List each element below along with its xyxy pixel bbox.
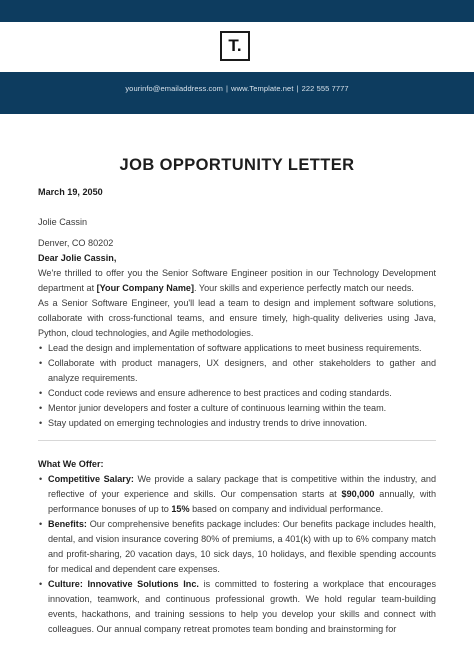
salutation: Dear Jolie Cassin, xyxy=(38,253,117,263)
intro-text-end: . Your skills and experience perfectly match our needs. xyxy=(194,283,414,293)
offers-list xyxy=(38,472,436,637)
bonus-percent: 15% xyxy=(171,504,190,514)
company-placeholder: [Your Company Name] xyxy=(96,283,194,293)
list-item: • Collaborate with product managers, UX designers, and other stakeholders to gather and analyze requirements. xyxy=(38,356,436,386)
offer-label: Benefits: xyxy=(48,519,87,529)
offer-item-benefits xyxy=(38,517,436,577)
offer-label: Culture: xyxy=(48,579,83,589)
list-item: • Stay updated on emerging technologies and industry trends to drive innovation. xyxy=(38,416,436,431)
letter-body xyxy=(38,185,436,637)
section-divider xyxy=(38,440,436,441)
offer-label: Competitive Salary: xyxy=(48,474,134,484)
list-item: • Conduct code reviews and ensure adherence to best practices and coding standards. xyxy=(38,386,436,401)
intro-paragraph xyxy=(38,266,436,296)
offer-text: Our comprehensive benefits package includes: Our benefits package includes health, dental, and vision insurance covering 80% of premiums, a 401(k) with up to 6% company match and profit-sharing, 20 vacation days, 10 sick days, 10 holidays, and flexible spending accounts for medical and dependent care expenses. xyxy=(48,519,436,574)
recipient-address: Denver, CO 80202 xyxy=(38,238,114,248)
list-item: • Lead the design and implementation of software applications to meet business requirements. xyxy=(38,341,436,356)
salary-amount: $90,000 xyxy=(341,489,375,499)
offer-text: annually, with performance bonuses of up to xyxy=(48,489,436,514)
role-paragraph: As a Senior Software Engineer, you'll lead a team to design and implement software solutions, collaborate with cross-functional teams, and ensure timely, high-quality deliveries using Java, Python, cloud technologies, and Agile methodologies. xyxy=(38,298,436,338)
contact-line xyxy=(0,84,474,93)
contact-separator: | xyxy=(225,84,229,93)
list-item: • Mentor junior developers and foster a culture of continuous learning within the team. xyxy=(38,401,436,416)
offer-item-salary xyxy=(38,472,436,517)
offer-text: based on company and individual performance. xyxy=(189,504,384,514)
company-name: Innovative Solutions Inc. xyxy=(82,579,199,589)
intro-text: We're thrilled to offer you the Senior Software Engineer position in our Technology Development department at xyxy=(38,268,436,293)
company-logo: T. xyxy=(220,31,250,61)
responsibilities-list xyxy=(38,341,436,431)
recipient-name: Jolie Cassin xyxy=(38,217,88,227)
offer-text: is committed to fostering a workplace that encourages innovation, teamwork, and continuous professional growth. We hold regular team-building events, hackathons, and training sessions to help you develop your skills and connect with colleagues. Our annual company retreat promotes team bonding and brainstorming for xyxy=(48,579,436,634)
contact-website: www.Template.net xyxy=(231,84,294,93)
offer-text: We provide a salary package that is competitive within the industry, and reflective of your experience and skills. Our compensation starts at xyxy=(48,474,436,499)
letter-date: March 19, 2050 xyxy=(38,187,103,197)
contact-phone: 222 555 7777 xyxy=(301,84,349,93)
offer-heading: What We Offer: xyxy=(38,459,104,469)
offer-item-culture xyxy=(38,577,436,637)
contact-email: yourinfo@emailaddress.com xyxy=(125,84,223,93)
letter-title: JOB OPPORTUNITY LETTER xyxy=(119,156,355,174)
contact-separator: | xyxy=(296,84,299,93)
